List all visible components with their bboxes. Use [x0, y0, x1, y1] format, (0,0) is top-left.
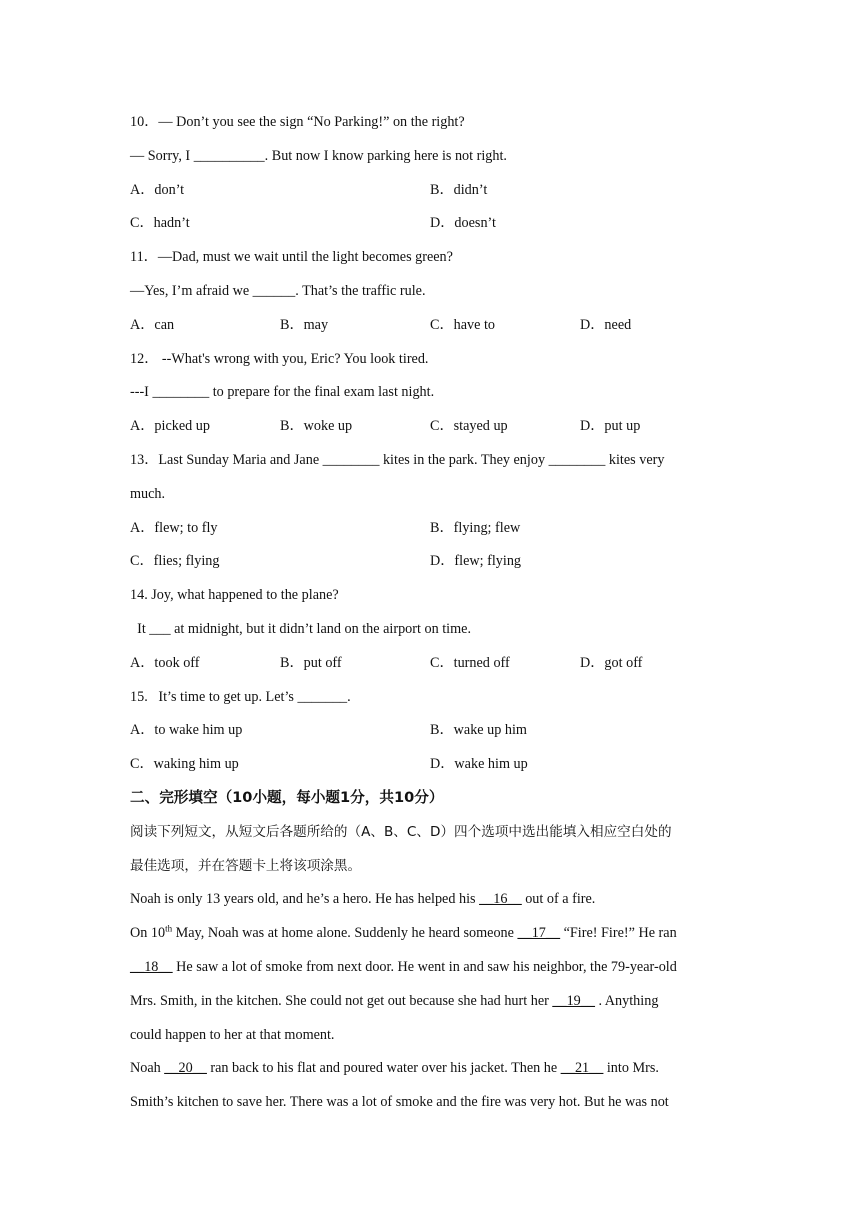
- q12-line2: ---I ________ to prepare for the final exam last night.: [130, 384, 435, 401]
- passage-line-4: [130, 987, 740, 1021]
- q13-options-row2: [130, 547, 740, 581]
- q15-option-b: B．wake up him: [430, 722, 527, 739]
- blank-19: __19__: [552, 992, 595, 1009]
- passage-line-5: could happen to her at that moment.: [130, 1026, 335, 1043]
- q12-options: [130, 412, 740, 446]
- passage-text: out of a fire.: [521, 891, 596, 908]
- q12-option-d: D．put up: [580, 418, 641, 435]
- q11-option-c: C．have to: [430, 316, 496, 333]
- passage-text: On 10: [130, 925, 166, 942]
- q11-stem: 11．—Dad, must we wait until the light becomes green?: [130, 249, 453, 266]
- blank-21: __21__: [560, 1060, 604, 1077]
- blank-17: __17__: [517, 925, 561, 942]
- q10-options-row2: [130, 209, 740, 243]
- passage-line-3: [130, 953, 740, 987]
- passage-line-6: [130, 1054, 740, 1088]
- q10-option-b: B．didn’t: [430, 181, 488, 198]
- q10-stem: 10．— Don’t you see the sign “No Parking!” on the right?: [130, 114, 465, 130]
- passage-line-7: Smith’s kitchen to save her. There was a lot of smoke and the fire was very hot. But he was not: [130, 1094, 669, 1111]
- q11-option-d: D．need: [580, 316, 632, 333]
- q15-options-row1: [130, 716, 740, 750]
- q13-options-row1: [130, 514, 740, 548]
- passage-text: Mrs. Smith, in the kitchen. She could not get out because she had hurt her: [130, 992, 553, 1009]
- q11-options: [130, 311, 740, 345]
- q10-option-d: D．doesn’t: [430, 215, 496, 232]
- passage-text: into Mrs.: [603, 1060, 659, 1077]
- q15-options-row2: [130, 750, 740, 784]
- q13-option-d: D．flew; flying: [430, 553, 522, 570]
- passage-text: Noah is only 13 years old, and he’s a hero. He has helped his: [130, 891, 480, 908]
- q15-option-a: A．to wake him up: [130, 722, 243, 739]
- q13-option-b: B．flying; flew: [430, 519, 521, 536]
- section2-heading: 二、完形填空（10小题，每小题1分，共10分）: [130, 788, 444, 806]
- passage-text: He saw a lot of smoke from next door. He went in and saw his neighbor, the 79-year-old: [172, 958, 677, 975]
- q15-stem: 15. It’s time to get up. Let’s _______.: [130, 688, 351, 705]
- q14-option-b: B．put off: [280, 654, 342, 671]
- exam-page: [130, 108, 740, 1122]
- q12-option-a: A．picked up: [130, 418, 210, 435]
- q14-options: [130, 649, 740, 683]
- passage-line-2: [130, 919, 740, 953]
- blank-16: __16__: [479, 891, 522, 908]
- passage-text: ran back to his flat and poured water over his jacket. Then he: [206, 1060, 561, 1077]
- ordinal-superscript: th: [165, 923, 173, 934]
- q12-stem: 12． --What's wrong with you, Eric? You look tired.: [130, 350, 429, 367]
- passage-line-1: [130, 885, 740, 919]
- q13-stem: 13．Last Sunday Maria and Jane ________ kites in the park. They enjoy ________ kites very: [130, 451, 665, 468]
- q14-option-a: A．took off: [130, 654, 200, 671]
- passage-text: . Anything: [594, 992, 659, 1009]
- blank-20: __20__: [164, 1060, 207, 1077]
- passage-text: May, Noah was at home alone. Suddenly he heard someone: [172, 925, 518, 942]
- passage-text: “Fire! Fire!” He ran: [560, 925, 677, 942]
- section2-instruction-line1: 阅读下列短文，从短文后各题所给的（A、B、C、D）四个选项中选出能填入相应空白处的: [130, 823, 672, 840]
- section2-instruction-line2: 最佳选项，并在答题卡上将该项涂黑。: [130, 857, 362, 874]
- q12-option-b: B．woke up: [280, 418, 353, 435]
- q10-options-row1: [130, 176, 740, 210]
- q14-option-d: D．got off: [580, 654, 643, 671]
- passage-text: Noah: [130, 1060, 165, 1077]
- q14-stem: 14. Joy, what happened to the plane?: [130, 587, 339, 604]
- q14-option-c: C．turned off: [430, 654, 510, 671]
- q10-option-a: A．don’t: [130, 181, 185, 198]
- q14-line2: It ___ at midnight, but it didn’t land on the airport on time.: [130, 620, 471, 637]
- q13-option-c: C．flies; flying: [130, 553, 220, 570]
- q11-option-a: A．can: [130, 316, 175, 333]
- q11-line2: —Yes, I’m afraid we ______. That’s the traffic rule.: [130, 282, 426, 299]
- q13-line2: much.: [130, 485, 166, 502]
- q13-option-a: A．flew; to fly: [130, 519, 218, 536]
- blank-18: __18__: [130, 958, 173, 975]
- q12-option-c: C．stayed up: [430, 418, 508, 435]
- q10-line2: — Sorry, I __________. But now I know parking here is not right.: [130, 147, 507, 164]
- q11-option-b: B．may: [280, 316, 329, 333]
- q10-option-c: C．hadn’t: [130, 215, 190, 232]
- q15-option-d: D．wake him up: [430, 756, 528, 773]
- q15-option-c: C．waking him up: [130, 756, 239, 773]
